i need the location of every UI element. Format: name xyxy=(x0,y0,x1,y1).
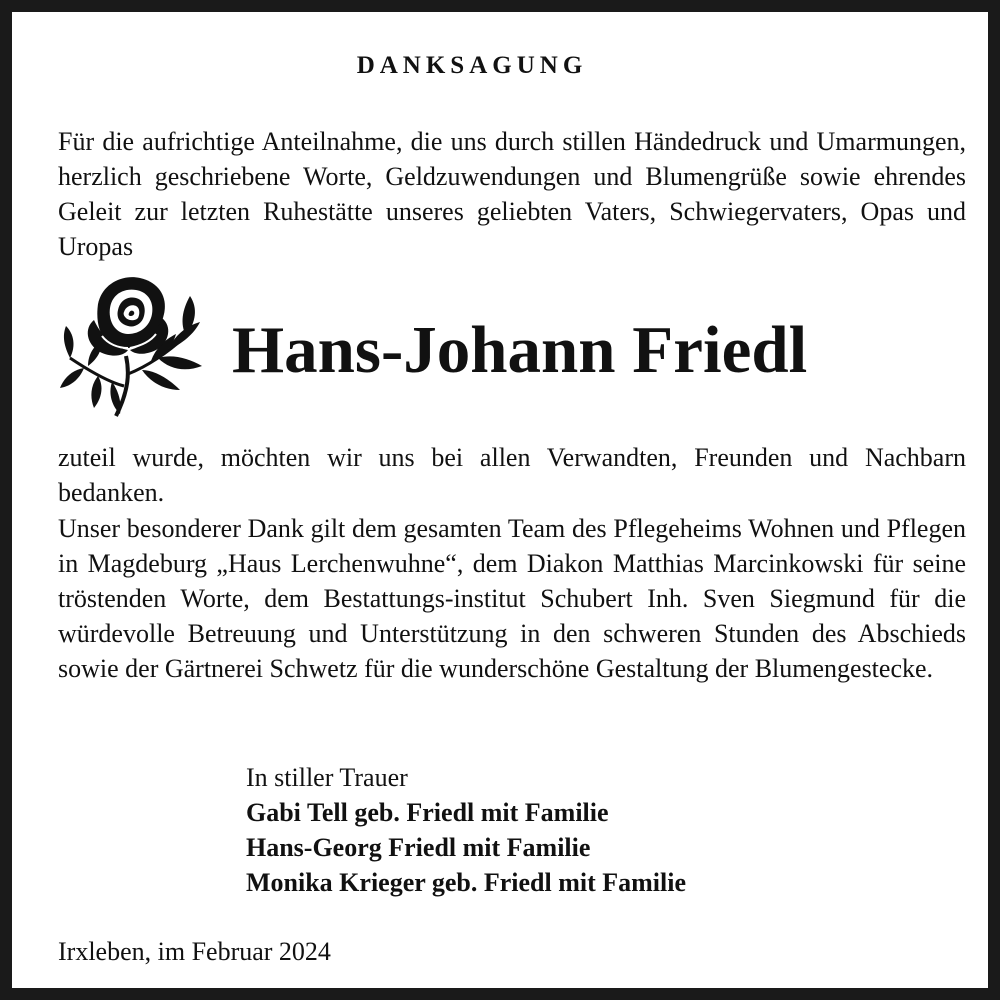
thanks-paragraph: zuteil wurde, möchten wir uns bei allen Verwandten, Freunden und Nachbarn bedanken. xyxy=(58,443,966,507)
place-date: Irxleben, im Februar 2024 xyxy=(58,937,331,966)
mourning-line: In stiller Trauer xyxy=(246,763,408,792)
mourner-1: Gabi Tell geb. Friedl mit Familie xyxy=(246,798,609,827)
rose-icon xyxy=(58,274,208,422)
notice-heading: DANKSAGUNG xyxy=(356,52,588,79)
special-thanks-paragraph: Unser besonderer Dank gilt dem gesamten Team des Pflegeheims Wohnen und Pflegen in Magdeburg „Haus Lerchenwuhne“, dem Diakon Matthias Marcinkowski für seine tröstenden Worte, dem Bestattungs-institut Schubert Inh. Sven Siegmund für die würdevolle Betreuung und Unterstützung in den schweren Stunden des Abschieds sowie der Gärtnerei Schwetz für die wunderschöne Gestaltung der Blumengestecke. xyxy=(58,514,966,683)
mourner-2: Hans-Georg Friedl mit Familie xyxy=(246,833,591,862)
mourner-3: Monika Krieger geb. Friedl mit Familie xyxy=(246,868,686,897)
signoff-block xyxy=(246,760,686,900)
intro-paragraph: Für die aufrichtige Anteilnahme, die uns durch stillen Händedruck und Umarmungen, herzlich geschriebene Worte, Geldzuwendungen und Blumengrüße sowie ehrendes Geleit zur letzten Ruhestätte unseres geliebten Vaters, Schwiegervaters, Opas und Uropas xyxy=(58,127,966,261)
deceased-name: Hans-Johann Friedl xyxy=(232,313,808,387)
